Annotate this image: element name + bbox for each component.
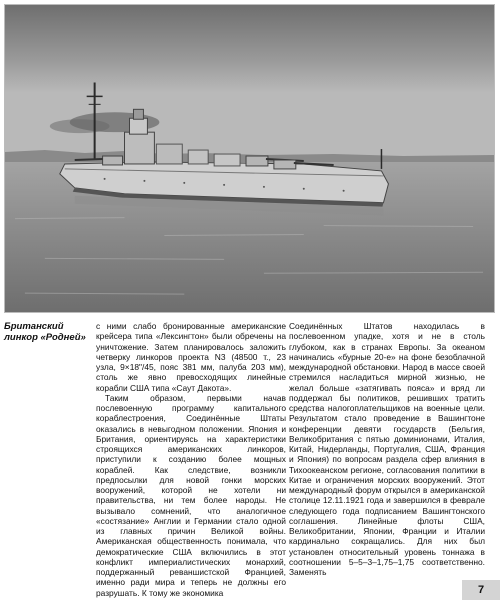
paragraph: Соединённых Штатов находилась в послевоенном упадке, хотя и не в столь глубоком, как в странах Европы. За океаном начинались «бурные 20-е» на фоне безоблачной международной обстановки. Народ в массе своей стремился насладиться мирной жизнью, не желал больше «затягивать пояса» и вряд ли поддержал бы политиков, решивших тратить средства налогоплательщиков на военные цели. Результатом стало проведение в Вашингтоне конференции девяти государств (Бельгия, Великобритания с пятью доминионами, Италия, Китай, Нидерланды, Португалия, США, Франция и Япония) по вопросам раздела сфер влияния в Тихоокеанском регионе, согласования политики в Китае и ограничения морских вооружений. Этот международный форум открылся в американской столице 12.11.1921 года и завершился в феврале следующего года подписанием Вашингтонского соглашения. Линейные флоты США, Великобритании, Японии, Франции и Италии кардинально сокращались. Для них был установлен относительный уровень тоннажа в соотношении 5–5–3–1,75–1,75 соответственно. Заменять — [289, 321, 485, 577]
left-text-column — [96, 321, 286, 598]
photo-caption: Британский линкор «Родней» — [4, 321, 86, 343]
battleship-photo — [4, 4, 495, 313]
page-number: 7 — [462, 580, 500, 600]
paragraph: с ними слабо бронированные американские крейсера типа «Лексингтон» были обречены на уничтожение. Затем планировалось заложить четверку линкоров проекта N3 (48500 т., 23 узла, 9×18"/45, пояс 381 мм, палуба 203 мм), столь же явно превосходящих линейные корабли США типа «Саут Дакота». — [96, 321, 286, 393]
paragraph: Таким образом, первыми начав послевоенную программу капитального кораблестроения, Соединённые Штаты оказались в невыгодном положении. Япония и Британия, ориентируясь на характеристики строящихся американских линкоров, приступили к созданию более мощных кораблей. Как следствие, возникли предпосылки для новой гонки морских вооружений, которой не хотели ни правительства, ни тем более народы. Не вызывало сомнений, что аналогичное «состязание» Англии и Германии стало одной из главных причин Великой войны. Американская общественность понимала, что демократические США включились в этот конфликт империалистических монархий, поддержанный реваншистской Францией, именно ради мира и теперь не должны его разрушать. К тому же экономика — [96, 392, 286, 598]
right-text-column — [289, 321, 485, 586]
